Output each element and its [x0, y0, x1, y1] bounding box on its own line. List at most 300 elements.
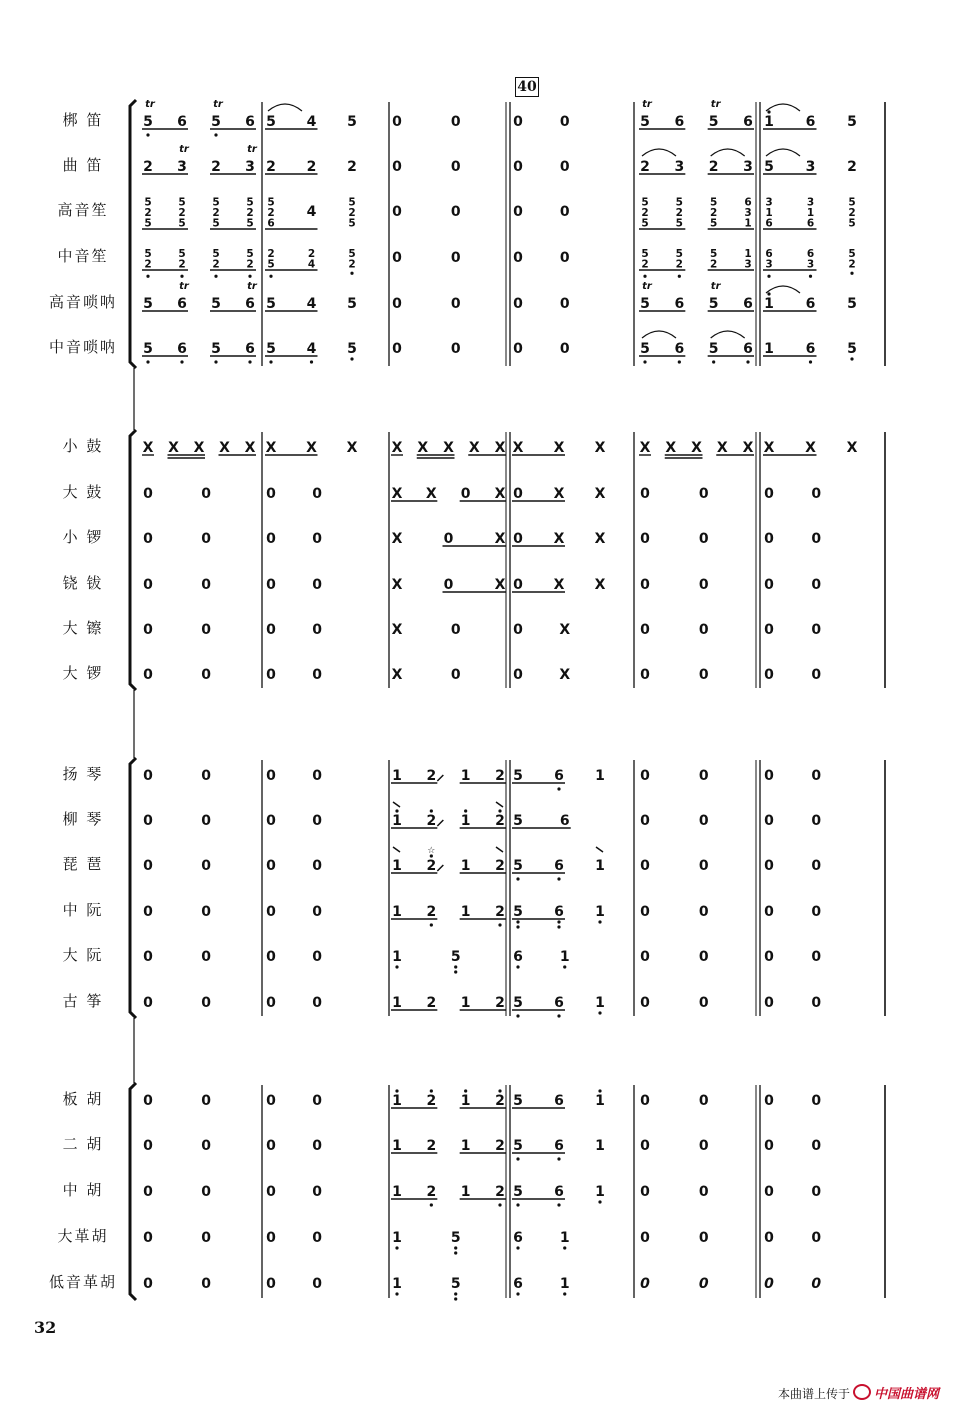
- octave-dot: [464, 809, 467, 812]
- note: 0: [698, 995, 709, 1011]
- note: X: [193, 440, 205, 456]
- note: 0: [698, 531, 709, 547]
- note: 3: [674, 159, 685, 175]
- note: 0: [312, 667, 323, 683]
- note: 0: [266, 768, 276, 784]
- note: 6: [743, 341, 753, 357]
- note: 2: [495, 768, 505, 784]
- note: 1: [460, 813, 471, 829]
- note: 1: [764, 296, 774, 312]
- note: 0: [201, 949, 212, 965]
- note: 0: [266, 667, 276, 683]
- note: 2: [246, 207, 254, 219]
- note: 5: [513, 995, 523, 1011]
- note: 2: [710, 207, 718, 219]
- octave-dot: [643, 275, 646, 278]
- note: 1: [595, 1138, 605, 1154]
- note: 0: [266, 531, 276, 547]
- note: 6: [743, 114, 753, 130]
- note: 2: [848, 207, 856, 219]
- note: X: [417, 440, 429, 456]
- octave-dot: [430, 923, 433, 926]
- note: 0: [201, 813, 212, 829]
- note: 2: [426, 858, 437, 874]
- note: 0: [811, 949, 822, 965]
- note: 2: [426, 1138, 437, 1154]
- note: 0: [450, 159, 461, 175]
- note: X: [594, 440, 606, 456]
- octave-dot: [146, 275, 149, 278]
- note: 4: [306, 341, 317, 357]
- note: 2: [495, 1093, 505, 1109]
- slur: [766, 149, 800, 156]
- note: 0: [698, 904, 709, 920]
- group-bracket: [130, 430, 136, 690]
- instrument-name: 大 阮: [62, 946, 104, 964]
- note: 5: [710, 247, 718, 260]
- note: 0: [392, 341, 402, 357]
- note: 0: [640, 577, 650, 593]
- note: 1: [392, 813, 402, 829]
- star-mark: ☆: [427, 846, 436, 856]
- note: 5: [266, 114, 276, 130]
- site-logo-icon: [853, 1384, 871, 1400]
- note: 2: [848, 258, 856, 271]
- note: 5: [513, 768, 523, 784]
- octave-dot: [557, 877, 560, 880]
- note: 0: [312, 577, 323, 593]
- octave-dot: [350, 357, 353, 360]
- note: 3: [765, 258, 773, 271]
- note: 6: [245, 341, 255, 357]
- note: 0: [312, 1230, 323, 1246]
- note: 0: [811, 768, 822, 784]
- note: 0: [201, 531, 212, 547]
- note: 2: [307, 247, 316, 260]
- note: 0: [312, 904, 323, 920]
- rehearsal-mark: 40: [515, 77, 539, 97]
- octave-dot: [395, 1089, 398, 1092]
- note: 0: [559, 204, 570, 220]
- note: 0: [811, 1138, 822, 1154]
- note: 0: [698, 1276, 709, 1292]
- note: 3: [744, 207, 752, 219]
- note: 5: [675, 217, 683, 230]
- note: 3: [765, 196, 773, 209]
- note: 0: [764, 858, 774, 874]
- note: 6: [765, 247, 773, 260]
- note: 2: [178, 258, 186, 271]
- group-bracket: [130, 100, 136, 368]
- note: 0: [266, 1184, 276, 1200]
- note: X: [594, 531, 606, 547]
- note: 4: [306, 204, 317, 220]
- note: 5: [641, 247, 649, 260]
- note: 1: [806, 207, 815, 219]
- note: 0: [513, 341, 523, 357]
- note: 0: [450, 296, 461, 312]
- note: 2: [246, 258, 254, 271]
- note: 5: [212, 196, 220, 209]
- note: 0: [201, 904, 212, 920]
- note: X: [553, 531, 565, 547]
- trill-mark: tr: [247, 281, 257, 292]
- note: 0: [698, 667, 709, 683]
- octave-dot: [712, 360, 715, 363]
- octave-dot: [395, 1246, 398, 1249]
- instrument-name: 大 镲: [62, 619, 104, 637]
- note: 5: [348, 196, 356, 209]
- note: 0: [443, 531, 454, 547]
- note: 6: [177, 114, 187, 130]
- note: X: [168, 440, 179, 456]
- note: 0: [698, 813, 709, 829]
- note: 0: [698, 486, 709, 502]
- note: 0: [640, 1093, 650, 1109]
- slur: [766, 104, 800, 111]
- trill-mark: tr: [145, 99, 155, 110]
- note: 0: [460, 486, 471, 502]
- note: 0: [640, 995, 650, 1011]
- note: 2: [426, 1184, 437, 1200]
- octave-dot: [454, 1246, 457, 1249]
- note: 0: [143, 858, 153, 874]
- note: 0: [143, 1230, 153, 1246]
- note: 0: [201, 1230, 212, 1246]
- note: 6: [513, 1230, 523, 1246]
- note: 0: [513, 296, 523, 312]
- octave-dot: [598, 1011, 601, 1014]
- trill-mark: tr: [642, 281, 652, 292]
- note: 0: [811, 622, 822, 638]
- note: 5: [640, 114, 650, 130]
- note: 1: [392, 1184, 402, 1200]
- octave-dot: [454, 970, 457, 973]
- note: 3: [744, 258, 752, 271]
- note: 0: [640, 1138, 650, 1154]
- note: 0: [698, 1093, 709, 1109]
- octave-dot: [516, 925, 519, 928]
- note: 1: [392, 768, 402, 784]
- note: 6: [267, 217, 275, 230]
- note: 1: [595, 1184, 605, 1200]
- note: 6: [674, 296, 685, 312]
- note: 5: [848, 247, 856, 260]
- note: 6: [177, 296, 187, 312]
- note: 6: [177, 341, 187, 357]
- note: 0: [764, 995, 774, 1011]
- note: 2: [641, 207, 649, 219]
- note: 5: [266, 341, 276, 357]
- note: 5: [641, 196, 649, 209]
- note: 0: [764, 1138, 774, 1154]
- note: X: [594, 577, 606, 593]
- note: 6: [805, 296, 816, 312]
- note: 0: [811, 1184, 822, 1200]
- note: 2: [675, 207, 683, 219]
- note: 0: [201, 1184, 212, 1200]
- note: X: [391, 531, 403, 547]
- note: 3: [806, 196, 815, 209]
- note: 0: [764, 1184, 774, 1200]
- note: 6: [554, 768, 564, 784]
- octave-dot: [563, 1246, 566, 1249]
- note: 5: [347, 296, 357, 312]
- octave-dot: [643, 360, 646, 363]
- octave-dot: [269, 275, 272, 278]
- note: 0: [640, 1276, 650, 1292]
- octave-dot: [557, 1014, 560, 1017]
- note: 2: [641, 258, 649, 271]
- note: 5: [847, 114, 857, 130]
- note: 0: [266, 1230, 276, 1246]
- note: 0: [640, 904, 650, 920]
- note: 5: [848, 196, 856, 209]
- octave-dot: [498, 1203, 501, 1206]
- note: 2: [348, 258, 356, 271]
- note: 0: [312, 1276, 323, 1292]
- note: 6: [805, 341, 816, 357]
- octave-dot: [395, 965, 398, 968]
- note: X: [805, 440, 816, 456]
- note: 1: [392, 1138, 402, 1154]
- note: 0: [392, 296, 402, 312]
- watermark: [778, 1383, 939, 1402]
- note: 0: [513, 114, 523, 130]
- instrument-name: 中音唢呐: [48, 338, 117, 356]
- note: 0: [312, 949, 323, 965]
- note: 0: [640, 622, 650, 638]
- note: X: [742, 440, 754, 456]
- octave-dot: [557, 925, 560, 928]
- note: X: [494, 440, 506, 456]
- note: 5: [641, 217, 649, 230]
- note: 0: [640, 768, 650, 784]
- instrument-name: 扬 琴: [62, 765, 104, 783]
- note: 0: [312, 531, 323, 547]
- note: 4: [306, 114, 317, 130]
- note: 0: [513, 250, 523, 266]
- octave-dot: [767, 110, 770, 113]
- note: 5: [144, 196, 152, 209]
- note: 0: [266, 622, 276, 638]
- note: 0: [143, 577, 153, 593]
- note: 0: [143, 1276, 153, 1292]
- octave-dot: [516, 1203, 519, 1206]
- note: 0: [312, 486, 323, 502]
- octave-dot: [214, 133, 217, 136]
- note: 6: [765, 217, 773, 230]
- note: X: [391, 440, 403, 456]
- note: 1: [595, 904, 605, 920]
- note: 2: [640, 159, 650, 175]
- octave-dot: [498, 1089, 501, 1092]
- note: 0: [143, 1093, 153, 1109]
- note: 5: [708, 296, 719, 312]
- note: 0: [698, 1138, 709, 1154]
- note: 2: [211, 159, 221, 175]
- octave-dot: [767, 275, 770, 278]
- note: X: [763, 440, 775, 456]
- note: 5: [710, 196, 718, 209]
- note: 1: [595, 768, 605, 784]
- instrument-name: 二 胡: [62, 1135, 104, 1153]
- note: 0: [811, 904, 822, 920]
- note: 0: [450, 204, 461, 220]
- octave-dot: [430, 1203, 433, 1206]
- trill-mark: tr: [642, 99, 652, 110]
- note: 0: [266, 995, 276, 1011]
- note: X: [306, 440, 317, 456]
- note: X: [391, 622, 403, 638]
- note: 3: [805, 159, 816, 175]
- note: 0: [201, 768, 212, 784]
- octave-dot: [146, 360, 149, 363]
- note: 5: [347, 114, 357, 130]
- note: 0: [450, 341, 461, 357]
- note: 5: [450, 1230, 461, 1246]
- note: 5: [178, 196, 186, 209]
- note: 0: [143, 949, 153, 965]
- octave-dot: [430, 1089, 433, 1092]
- note: 2: [426, 904, 437, 920]
- note: 5: [675, 247, 683, 260]
- note: 5: [708, 341, 719, 357]
- note: 0: [143, 1138, 153, 1154]
- note: 0: [513, 204, 523, 220]
- group-bracket: [130, 758, 136, 1018]
- note: 0: [312, 995, 323, 1011]
- octave-dot: [767, 292, 770, 295]
- octave-dot: [809, 275, 812, 278]
- note: 5: [675, 196, 683, 209]
- note: 2: [495, 995, 505, 1011]
- note: 5: [640, 296, 650, 312]
- note: 2: [675, 258, 683, 271]
- octave-dot: [850, 357, 853, 360]
- note: X: [559, 622, 571, 638]
- note: 1: [559, 1230, 570, 1246]
- note: 2: [267, 247, 275, 260]
- note: X: [391, 577, 403, 593]
- note: 0: [559, 341, 570, 357]
- note: 0: [266, 1093, 276, 1109]
- tick-mark: [496, 802, 503, 807]
- note: 5: [847, 296, 857, 312]
- note: 6: [245, 296, 255, 312]
- note: 5: [246, 196, 254, 209]
- note: 0: [764, 768, 774, 784]
- note: 0: [640, 1230, 650, 1246]
- note: 2: [144, 258, 152, 271]
- tick-mark: [496, 847, 503, 852]
- note: 0: [811, 1276, 822, 1292]
- note: 0: [640, 1184, 650, 1200]
- tremolo-mark: [437, 820, 443, 826]
- note: X: [468, 440, 480, 456]
- note: 5: [513, 1093, 523, 1109]
- note: 2: [266, 159, 276, 175]
- note: 4: [307, 258, 316, 271]
- note: 1: [460, 858, 471, 874]
- instrument-name: 中 阮: [62, 901, 104, 919]
- note: 0: [201, 858, 212, 874]
- note: 0: [764, 486, 774, 502]
- note: 0: [392, 204, 402, 220]
- octave-dot: [516, 1014, 519, 1017]
- note: 1: [744, 217, 752, 230]
- note: 0: [266, 1138, 276, 1154]
- note: 6: [559, 813, 570, 829]
- note: 0: [559, 114, 570, 130]
- slur: [766, 286, 800, 293]
- note: 0: [312, 1184, 323, 1200]
- tick-mark: [393, 802, 400, 807]
- octave-dot: [146, 133, 149, 136]
- note: 5: [513, 1138, 523, 1154]
- octave-dot: [598, 1089, 601, 1092]
- note: 0: [698, 1184, 709, 1200]
- note: 6: [805, 114, 816, 130]
- note: 1: [764, 114, 774, 130]
- note: 0: [559, 159, 570, 175]
- note: 1: [460, 1138, 471, 1154]
- note: 5: [513, 1184, 523, 1200]
- instrument-name: 古 筝: [62, 992, 104, 1010]
- octave-dot: [850, 272, 853, 275]
- note: 1: [559, 1276, 570, 1292]
- trill-mark: tr: [710, 281, 721, 292]
- note: 2: [495, 1138, 505, 1154]
- instrument-name: 琵 琶: [62, 855, 104, 873]
- tick-mark: [596, 847, 603, 852]
- note: 2: [144, 207, 152, 219]
- octave-dot: [516, 920, 519, 923]
- note: 5: [178, 217, 186, 230]
- note: 5: [143, 296, 153, 312]
- octave-dot: [248, 275, 251, 278]
- note: 2: [306, 159, 317, 175]
- octave-dot: [214, 360, 217, 363]
- note: 5: [211, 341, 221, 357]
- note: 6: [245, 114, 255, 130]
- octave-dot: [516, 1292, 519, 1295]
- note: 0: [811, 531, 822, 547]
- note: 3: [245, 159, 255, 175]
- note: 5: [267, 258, 275, 271]
- octave-dot: [180, 275, 183, 278]
- note: 0: [143, 622, 153, 638]
- note: 5: [267, 196, 275, 209]
- note: 0: [312, 1093, 323, 1109]
- instrument-name: 高音笙: [57, 201, 109, 219]
- note: 0: [450, 114, 461, 130]
- note: 6: [743, 296, 753, 312]
- note: 5: [246, 247, 254, 260]
- trill-mark: tr: [213, 99, 223, 110]
- instrument-name: 小 鼓: [62, 437, 104, 455]
- note: 1: [460, 768, 471, 784]
- note: 2: [426, 813, 437, 829]
- note: 0: [266, 577, 276, 593]
- note: 0: [764, 577, 774, 593]
- octave-dot: [557, 787, 560, 790]
- note: 4: [306, 296, 317, 312]
- note: 2: [495, 1184, 505, 1200]
- note: 1: [460, 904, 471, 920]
- note: 0: [698, 858, 709, 874]
- note: 5: [848, 217, 856, 230]
